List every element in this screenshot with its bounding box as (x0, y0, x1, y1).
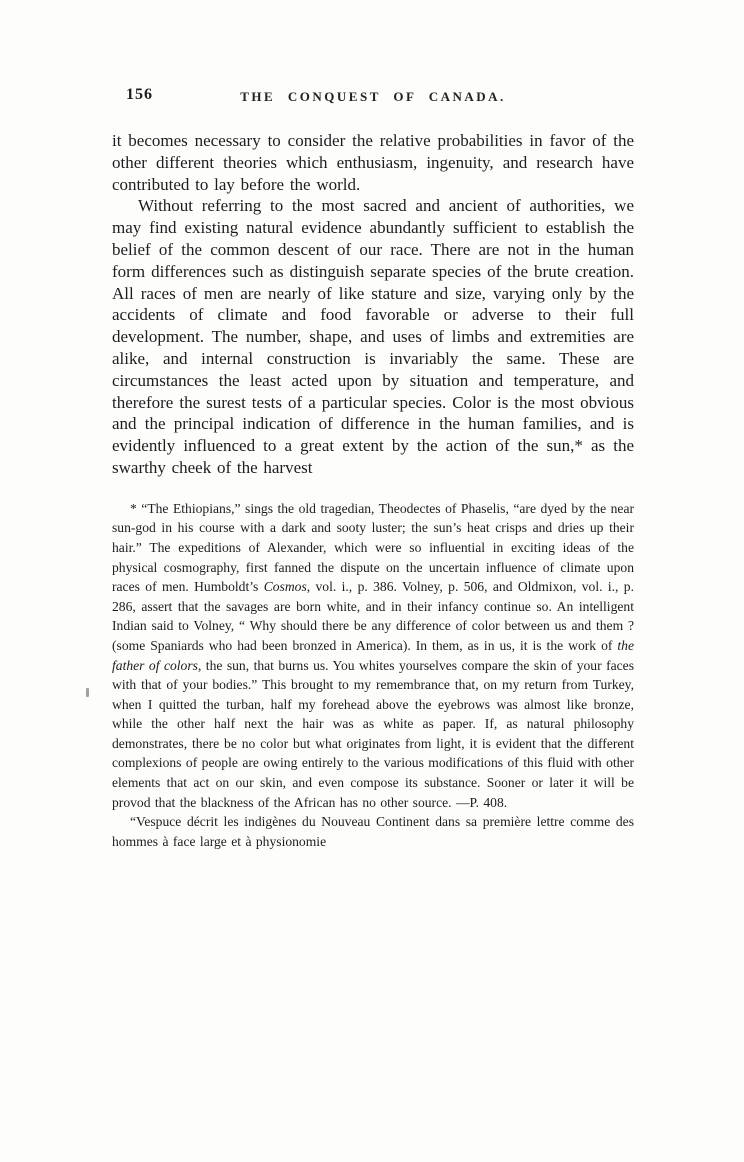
footnote-paragraph (112, 812, 634, 851)
body-paragraph (112, 195, 634, 478)
text-segment: Without referring to the most sacred and ancient of authorities, we may find existing natural evidence abundantly sufficient to establish the belief of the common descent of our race. There are not in the human form differences such as distinguish separate species of the brute creation. All races of men are nearly of like stature and size, varying only by the accidents of climate and food favorable or adverse to their full development. The number, shape, and uses of limbs and extremities are alike, and internal construction is invariably the same. These are circumstances the least acted upon by situation and temperature, and therefore the surest tests of a particular species. Color is the most obvious and the principal indication of difference in the human families, and is evidently influenced to a great extent by the action of the sun,* as the swarthy cheek of the harvest (112, 196, 634, 477)
page-number: 156 (126, 86, 153, 103)
text-segment: “Vespuce décrit les indigènes du Nouveau Continent dans sa première lettre comme des hommes à face large et à physionomie (112, 814, 634, 849)
text-segment: , vol. i., p. 386. Volney, p. 506, and Oldmixon, vol. i., p. 286, assert that the savages are born white, and in their infancy continue so. An intelligent Indian said to Volney, “ Why should there be any difference of color between us and them ? (some Spaniards who had been bronzed in America). In them, as in us, it is the work of (112, 579, 634, 653)
running-title: THE CONQUEST OF CANADA. (240, 89, 506, 104)
italic-text-segment: the father of colors (112, 637, 634, 673)
scan-artifact-mark (86, 688, 89, 697)
page-header (112, 86, 634, 110)
body-paragraph (112, 130, 634, 195)
footnotes (112, 499, 634, 852)
page-content (112, 86, 634, 851)
text-segment: it becomes necessary to consider the relative probabilities in favor of the other different theories which enthusiasm, ingenuity, and research have contributed to lay before the world. (112, 131, 634, 194)
italic-text-segment: Cosmos (263, 579, 307, 595)
text-segment: , the sun, that burns us. You whites yourselves compare the skin of your faces with that of your bodies.” This brought to my remembrance that, on my return from Turkey, when I quitted the turban, half my forehead above the eyebrows was almost like bronze, while the other half next the hair was as white as paper. If, as natural philosophy demonstrates, there be no color but what originates from light, it is evident that the different complexions of people are owing entirely to the various modifications of this fluid with other elements that act on our skin, and even compose its substance. Sooner or later it will be provod that the blackness of the African has no other source. —P. 408. (112, 657, 635, 810)
text-segment: * “The Ethiopians,” sings the old tragedian, Theodectes of Phaselis, “are dyed by the near sun-god in his course with a dark and sooty luster; the sun’s heat crisps and dries up their hair.” The expeditions of Alexander, which were so influential in exciting ideas of the physical cosmography, first fanned the dispute on the uncertain influence of climate upon races of men. Humboldt’s (112, 500, 634, 595)
footnote-paragraph (112, 499, 634, 813)
main-text (112, 130, 634, 479)
